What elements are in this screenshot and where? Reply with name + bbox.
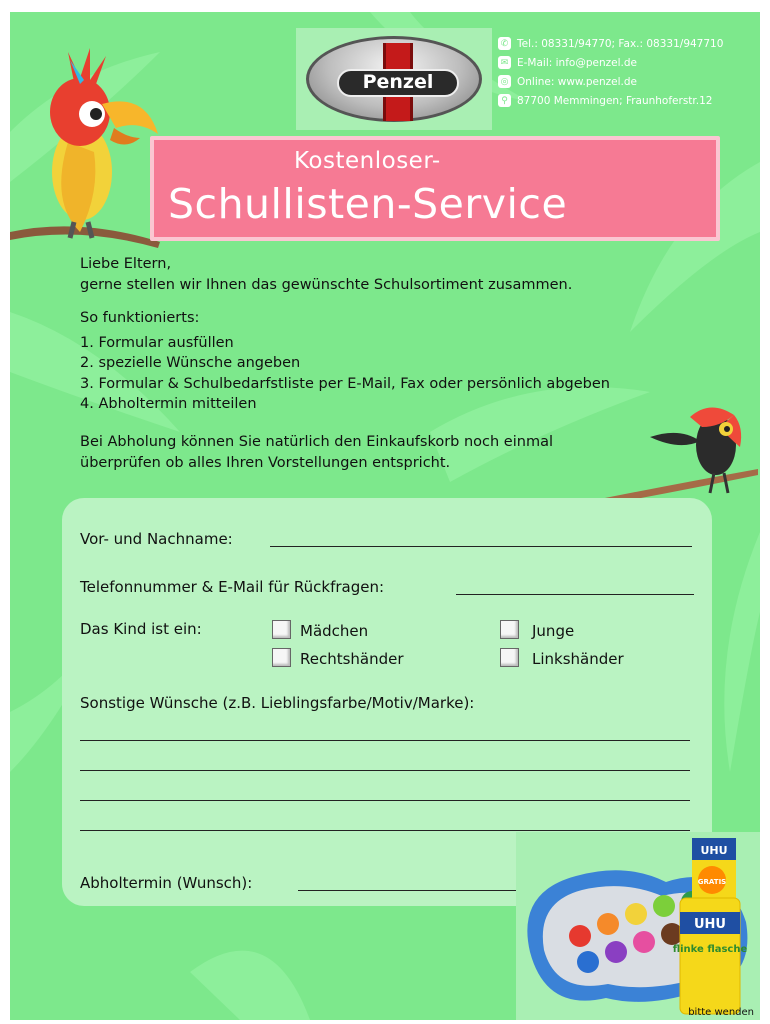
school-supplies-illustration <box>516 832 760 1020</box>
intro-line-1: Liebe Eltern, <box>80 256 172 272</box>
phone-label: Telefonnummer & E-Mail für Rückfragen: <box>80 578 385 596</box>
intro-text <box>80 254 572 296</box>
contact-address <box>498 91 758 110</box>
contact-phone-text: Tel.: 08331/94770; Fax.: 08331/947710 <box>517 37 724 50</box>
uhu-bottle-label: flinke flasche <box>672 944 748 955</box>
contact-address-text: 87700 Memmingen; Fraunhoferstr.12 <box>517 94 713 107</box>
banner-subtitle: Kostenloser- <box>294 148 441 174</box>
wishes-line-2[interactable] <box>80 770 690 771</box>
left-handed-label: Linkshänder <box>532 650 624 668</box>
wishes-label: Sonstige Wünsche (z.B. Lieblingsfarbe/Motiv/Marke): <box>80 694 475 712</box>
logo-text: Penzel <box>337 69 459 97</box>
boy-checkbox[interactable] <box>500 620 519 639</box>
globe-icon: ◎ <box>498 75 511 88</box>
contact-phone <box>498 34 758 53</box>
wishes-line-4[interactable] <box>80 830 690 831</box>
location-icon: ⚲ <box>498 94 511 107</box>
turn-page-note: bitte wenden <box>688 1007 754 1018</box>
pickup-note <box>80 432 553 474</box>
intro-line-2: gerne stellen wir Ihnen das gewünschte Schulsortiment zusammen. <box>80 277 573 293</box>
pickup-label: Abholtermin (Wunsch): <box>80 874 253 892</box>
contact-email-text[interactable]: E-Mail: info@penzel.de <box>517 56 637 69</box>
flyer-page <box>10 12 760 1020</box>
howto-step: 3. Formular & Schulbedarfstliste per E-Mail, Fax oder persönlich abgeben <box>80 375 610 392</box>
right-handed-label: Rechtshänder <box>300 650 404 668</box>
girl-checkbox[interactable] <box>272 620 291 639</box>
banner-title: Schullisten-Service <box>168 180 568 228</box>
howto-step: 4. Abholtermin mitteilen <box>80 396 257 412</box>
uhu-bottle-brand: UHU <box>694 917 726 932</box>
gratis-badge: GRATIS <box>697 878 727 886</box>
note-line-2: überprüfen ob alles Ihren Vorstellungen entspricht. <box>80 455 451 471</box>
email-icon: ✉ <box>498 56 511 69</box>
child-label: Das Kind ist ein: <box>80 620 202 638</box>
howto-heading: So funktionierts: <box>80 310 200 326</box>
product-image-area <box>516 832 760 1020</box>
howto-step: 1. Formular ausfüllen <box>80 334 234 351</box>
contact-web <box>498 72 758 91</box>
penzel-logo <box>296 28 492 130</box>
wishes-line-1[interactable] <box>80 740 690 741</box>
logo-oval <box>306 36 482 122</box>
note-line-1: Bei Abholung können Sie natürlich den Einkaufskorb noch einmal <box>80 434 553 450</box>
uhu-tube-brand: UHU <box>700 844 728 857</box>
name-field[interactable] <box>270 546 692 547</box>
phone-icon: ✆ <box>498 37 511 50</box>
phone-email-field[interactable] <box>456 594 694 595</box>
name-label: Vor- und Nachname: <box>80 530 233 548</box>
right-handed-checkbox[interactable] <box>272 648 291 667</box>
contact-block <box>498 34 758 110</box>
wishes-line-3[interactable] <box>80 800 690 801</box>
contact-web-text[interactable]: Online: www.penzel.de <box>517 75 638 88</box>
girl-label: Mädchen <box>300 622 369 640</box>
left-handed-checkbox[interactable] <box>500 648 519 667</box>
howto-section <box>80 308 610 415</box>
boy-label: Junge <box>532 622 575 640</box>
howto-step: 2. spezielle Wünsche angeben <box>80 355 301 371</box>
contact-email <box>498 53 758 72</box>
toucan-illustration <box>590 397 760 507</box>
title-banner <box>150 136 720 241</box>
